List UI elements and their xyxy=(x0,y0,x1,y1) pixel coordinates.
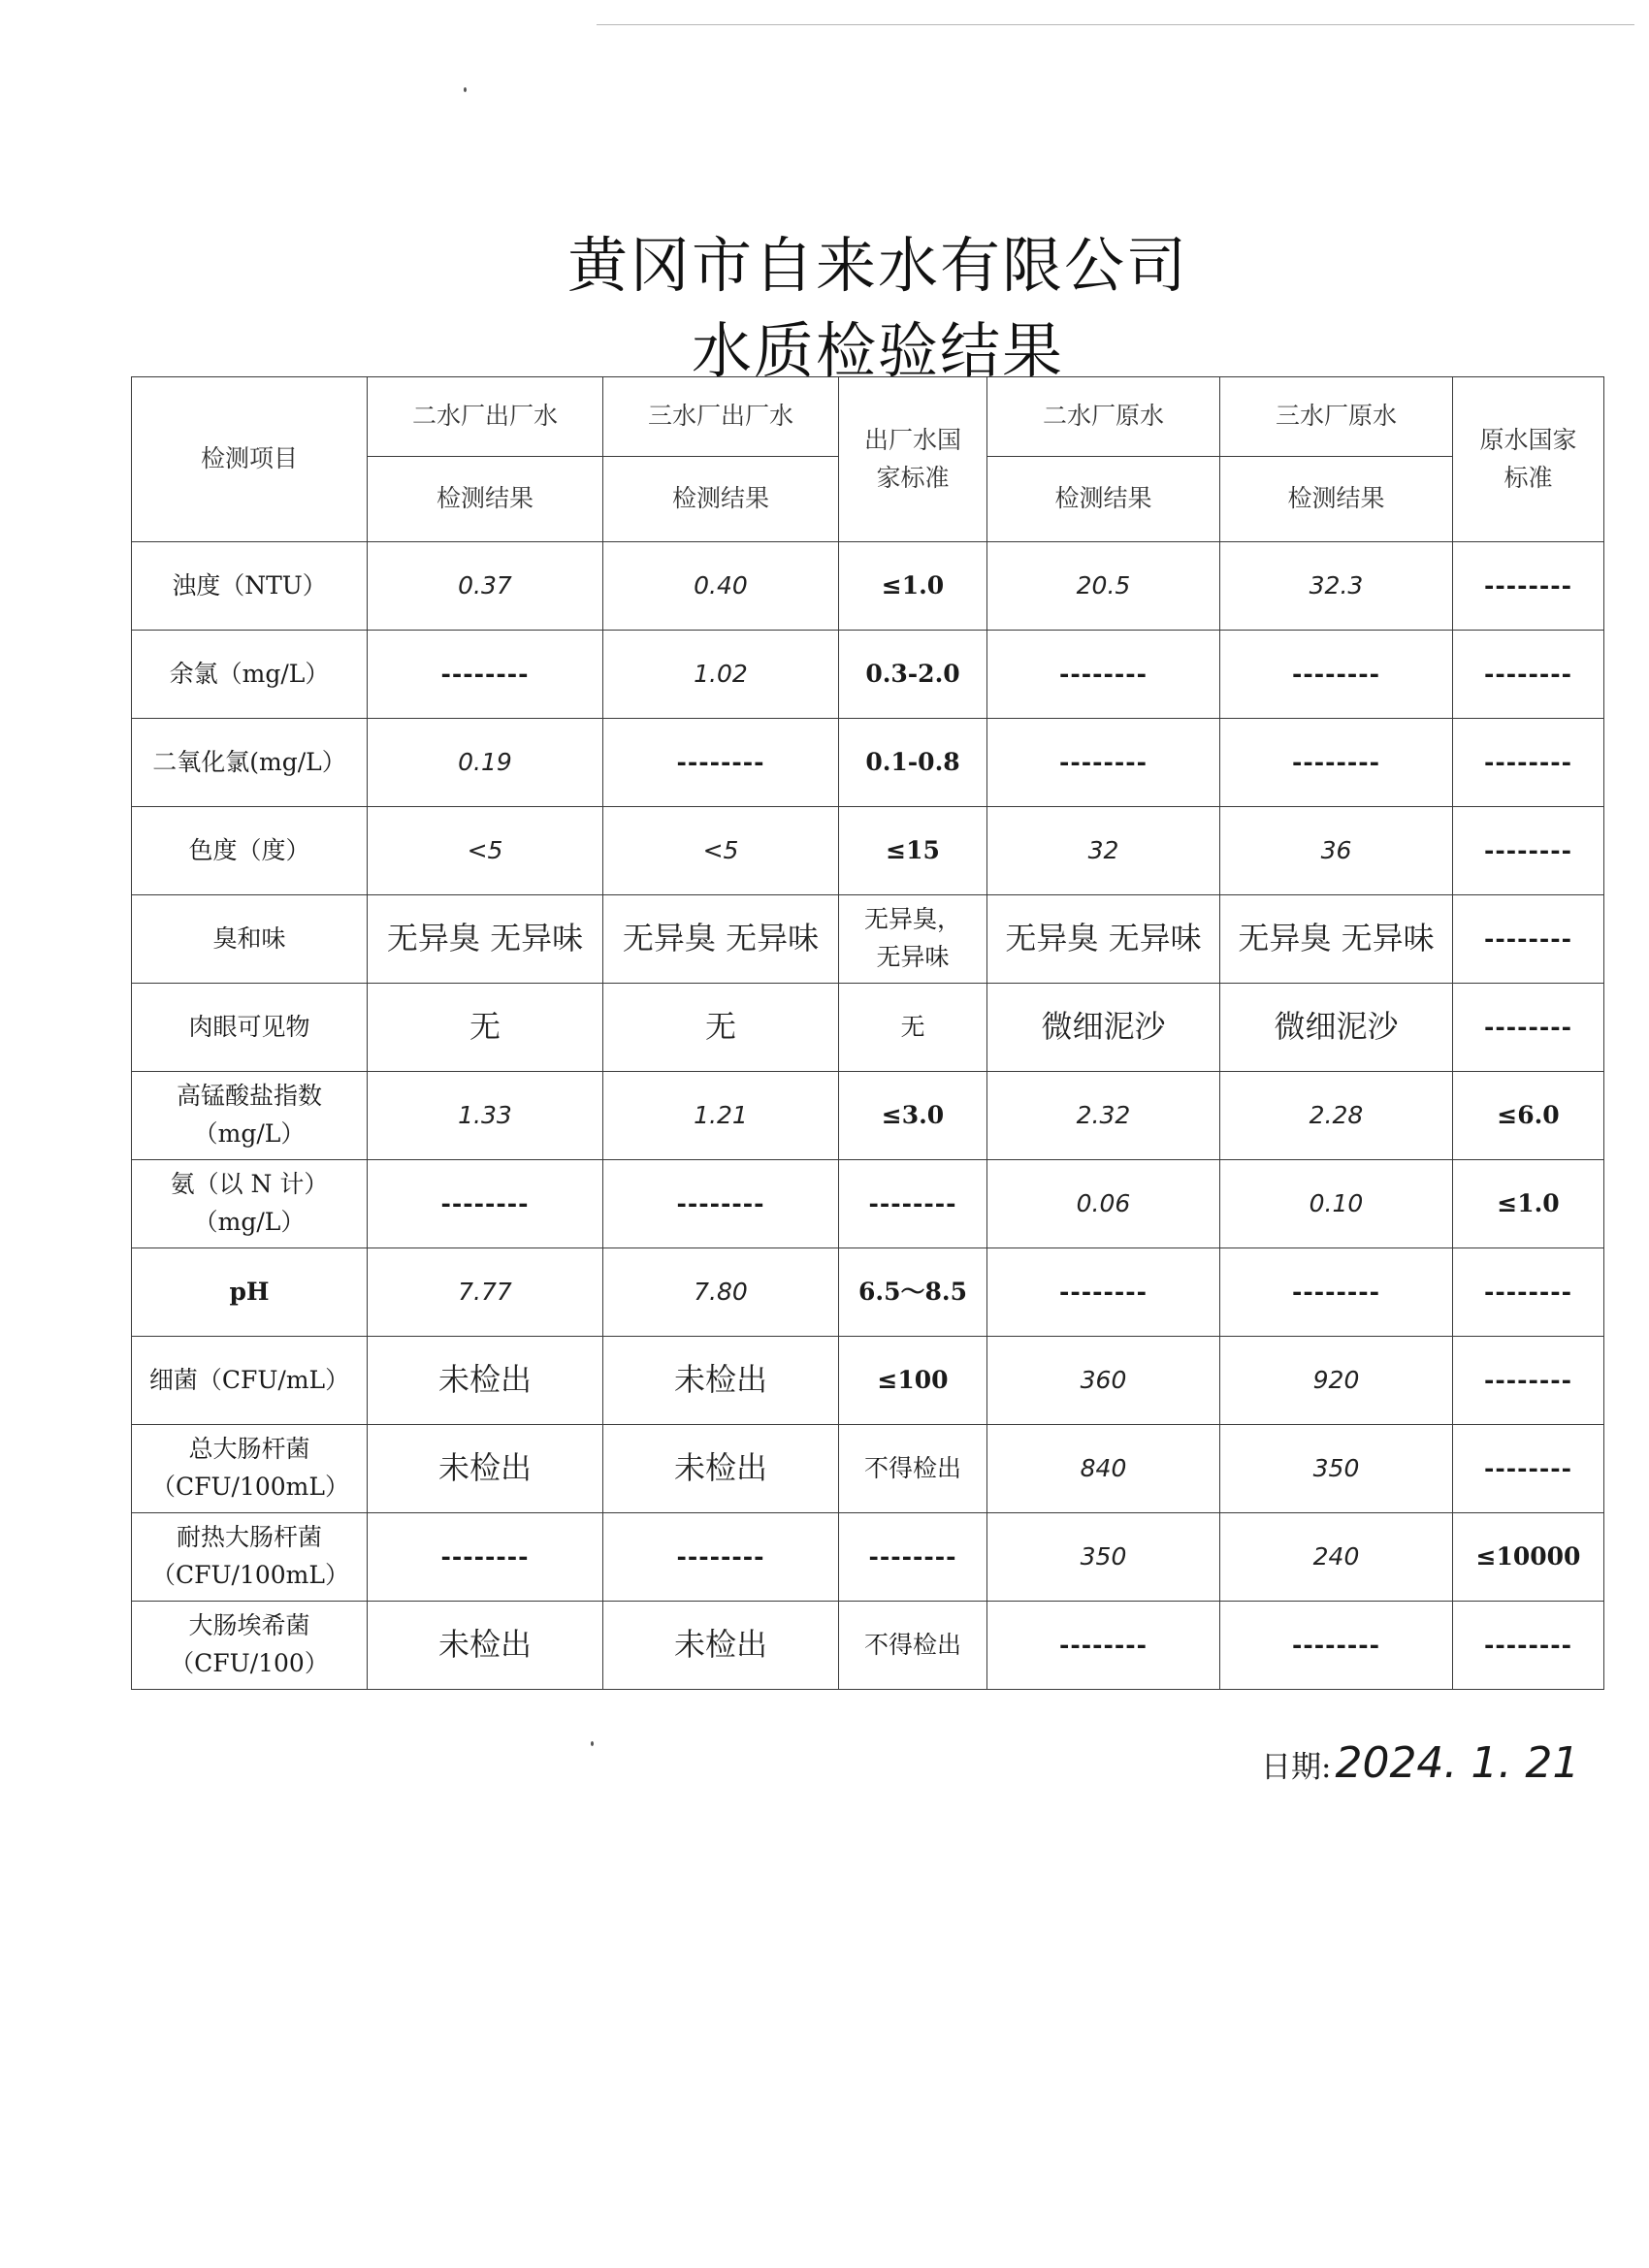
cell-value: 未检出 xyxy=(603,1602,839,1690)
cell-value: 无异臭 无异味 xyxy=(603,895,839,984)
row-item: pH xyxy=(132,1248,368,1337)
row-item: 余氯（mg/L） xyxy=(132,631,368,719)
cell-value: 未检出 xyxy=(368,1337,603,1425)
cell-value: -------- xyxy=(603,1160,839,1248)
cell-value: 32.3 xyxy=(1220,542,1453,631)
row-item: 二氧化氯(mg/L） xyxy=(132,719,368,807)
row-item: 氨（以 N 计）（mg/L） xyxy=(132,1160,368,1248)
header-col-name: 二水厂原水 xyxy=(987,377,1220,457)
cell-value: 920 xyxy=(1220,1337,1453,1425)
row-item: 耐热大肠杆菌（CFU/100mL） xyxy=(132,1513,368,1602)
report-title: 水质检验结果 xyxy=(691,315,1064,386)
cell-standard: -------- xyxy=(1453,631,1604,719)
cell-value: 360 xyxy=(987,1337,1220,1425)
header-col-sub: 检测结果 xyxy=(1220,457,1453,542)
cell-value: 0.06 xyxy=(987,1160,1220,1248)
cell-standard: -------- xyxy=(1453,719,1604,807)
header-col-sub: 检测结果 xyxy=(987,457,1220,542)
date-label: 日期: xyxy=(1261,1750,1332,1785)
cell-value: 无异臭 无异味 xyxy=(1220,895,1453,984)
table-row xyxy=(132,895,1604,984)
cell-standard: -------- xyxy=(1453,1602,1604,1690)
cell-standard: -------- xyxy=(1453,1425,1604,1513)
table-header-row xyxy=(132,377,1604,457)
row-item: 大肠埃希菌（CFU/100） xyxy=(132,1602,368,1690)
cell-standard: ≤3.0 xyxy=(839,1072,987,1160)
cell-value: 1.02 xyxy=(603,631,839,719)
row-item: 细菌（CFU/mL） xyxy=(132,1337,368,1425)
cell-value: 无异臭 无异味 xyxy=(368,895,603,984)
table-row xyxy=(132,1160,1604,1248)
cell-value: 0.37 xyxy=(368,542,603,631)
cell-standard: -------- xyxy=(1453,984,1604,1072)
table-row xyxy=(132,1513,1604,1602)
cell-value: 350 xyxy=(987,1513,1220,1602)
table-row xyxy=(132,1337,1604,1425)
row-item: 高锰酸盐指数（mg/L） xyxy=(132,1072,368,1160)
report-date xyxy=(1261,1738,1579,1788)
cell-standard: 0.1-0.8 xyxy=(839,719,987,807)
cell-value: 0.10 xyxy=(1220,1160,1453,1248)
cell-value: -------- xyxy=(987,631,1220,719)
cell-value: -------- xyxy=(1220,1248,1453,1337)
cell-standard: 6.5～8.5 xyxy=(839,1248,987,1337)
cell-value: 未检出 xyxy=(603,1337,839,1425)
header-col-name: 三水厂出厂水 xyxy=(603,377,839,457)
company-title: 黄冈市自来水有限公司 xyxy=(566,230,1188,301)
cell-value: 0.40 xyxy=(603,542,839,631)
row-item: 肉眼可见物 xyxy=(132,984,368,1072)
cell-value: 2.32 xyxy=(987,1072,1220,1160)
cell-standard: -------- xyxy=(839,1160,987,1248)
cell-standard: ≤10000 xyxy=(1453,1513,1604,1602)
cell-value: 未检出 xyxy=(368,1602,603,1690)
table-row xyxy=(132,542,1604,631)
cell-value: 1.33 xyxy=(368,1072,603,1160)
header-item: 检测项目 xyxy=(132,377,368,542)
cell-standard: -------- xyxy=(1453,895,1604,984)
cell-standard: 无异臭，无异味 xyxy=(839,895,987,984)
cell-value: -------- xyxy=(987,1602,1220,1690)
cell-standard: ≤6.0 xyxy=(1453,1072,1604,1160)
table-row xyxy=(132,1602,1604,1690)
scan-speck xyxy=(591,1741,594,1746)
table-row xyxy=(132,1072,1604,1160)
cell-value: 32 xyxy=(987,807,1220,895)
cell-value: <5 xyxy=(368,807,603,895)
cell-value: 1.21 xyxy=(603,1072,839,1160)
cell-value: 无 xyxy=(368,984,603,1072)
cell-standard: -------- xyxy=(1453,1337,1604,1425)
cell-value: 无异臭 无异味 xyxy=(987,895,1220,984)
header-col-sub: 检测结果 xyxy=(603,457,839,542)
cell-standard: 不得检出 xyxy=(839,1602,987,1690)
table-row xyxy=(132,984,1604,1072)
cell-standard: ≤1.0 xyxy=(1453,1160,1604,1248)
header-col-sub: 检测结果 xyxy=(368,457,603,542)
table-row xyxy=(132,631,1604,719)
cell-value: -------- xyxy=(1220,1602,1453,1690)
table-row xyxy=(132,1425,1604,1513)
cell-value: <5 xyxy=(603,807,839,895)
scan-top-line xyxy=(597,24,1634,25)
cell-value: -------- xyxy=(1220,719,1453,807)
cell-value: 微细泥沙 xyxy=(987,984,1220,1072)
cell-value: 20.5 xyxy=(987,542,1220,631)
cell-standard: ≤100 xyxy=(839,1337,987,1425)
cell-standard: ≤15 xyxy=(839,807,987,895)
cell-standard: 无 xyxy=(839,984,987,1072)
cell-value: 无 xyxy=(603,984,839,1072)
cell-standard: -------- xyxy=(839,1513,987,1602)
row-item: 臭和味 xyxy=(132,895,368,984)
cell-value: 840 xyxy=(987,1425,1220,1513)
cell-value: 7.77 xyxy=(368,1248,603,1337)
cell-value: 2.28 xyxy=(1220,1072,1453,1160)
cell-value: -------- xyxy=(368,631,603,719)
header-col-name: 原水国家标准 xyxy=(1453,377,1604,542)
cell-standard: -------- xyxy=(1453,807,1604,895)
cell-value: -------- xyxy=(987,719,1220,807)
cell-standard: ≤1.0 xyxy=(839,542,987,631)
cell-standard: -------- xyxy=(1453,1248,1604,1337)
cell-value: -------- xyxy=(603,1513,839,1602)
row-item: 浊度（NTU） xyxy=(132,542,368,631)
cell-standard: 不得检出 xyxy=(839,1425,987,1513)
date-value: 2024. 1. 21 xyxy=(1335,1738,1580,1788)
cell-value: 未检出 xyxy=(603,1425,839,1513)
cell-value: -------- xyxy=(368,1160,603,1248)
row-item: 色度（度） xyxy=(132,807,368,895)
cell-value: -------- xyxy=(1220,631,1453,719)
cell-value: -------- xyxy=(603,719,839,807)
cell-value: 36 xyxy=(1220,807,1453,895)
cell-standard: 0.3-2.0 xyxy=(839,631,987,719)
cell-standard: -------- xyxy=(1453,542,1604,631)
scan-speck xyxy=(464,87,467,92)
cell-value: 7.80 xyxy=(603,1248,839,1337)
cell-value: 0.19 xyxy=(368,719,603,807)
header-col-name: 二水厂出厂水 xyxy=(368,377,603,457)
cell-value: -------- xyxy=(987,1248,1220,1337)
table-row xyxy=(132,1248,1604,1337)
cell-value: 350 xyxy=(1220,1425,1453,1513)
header-col-name: 出厂水国家标准 xyxy=(839,377,987,542)
water-quality-table xyxy=(131,376,1604,1690)
cell-value: 240 xyxy=(1220,1513,1453,1602)
cell-value: -------- xyxy=(368,1513,603,1602)
row-item: 总大肠杆菌（CFU/100mL） xyxy=(132,1425,368,1513)
table-row xyxy=(132,807,1604,895)
table-row xyxy=(132,719,1604,807)
cell-value: 未检出 xyxy=(368,1425,603,1513)
cell-value: 微细泥沙 xyxy=(1220,984,1453,1072)
header-col-name: 三水厂原水 xyxy=(1220,377,1453,457)
